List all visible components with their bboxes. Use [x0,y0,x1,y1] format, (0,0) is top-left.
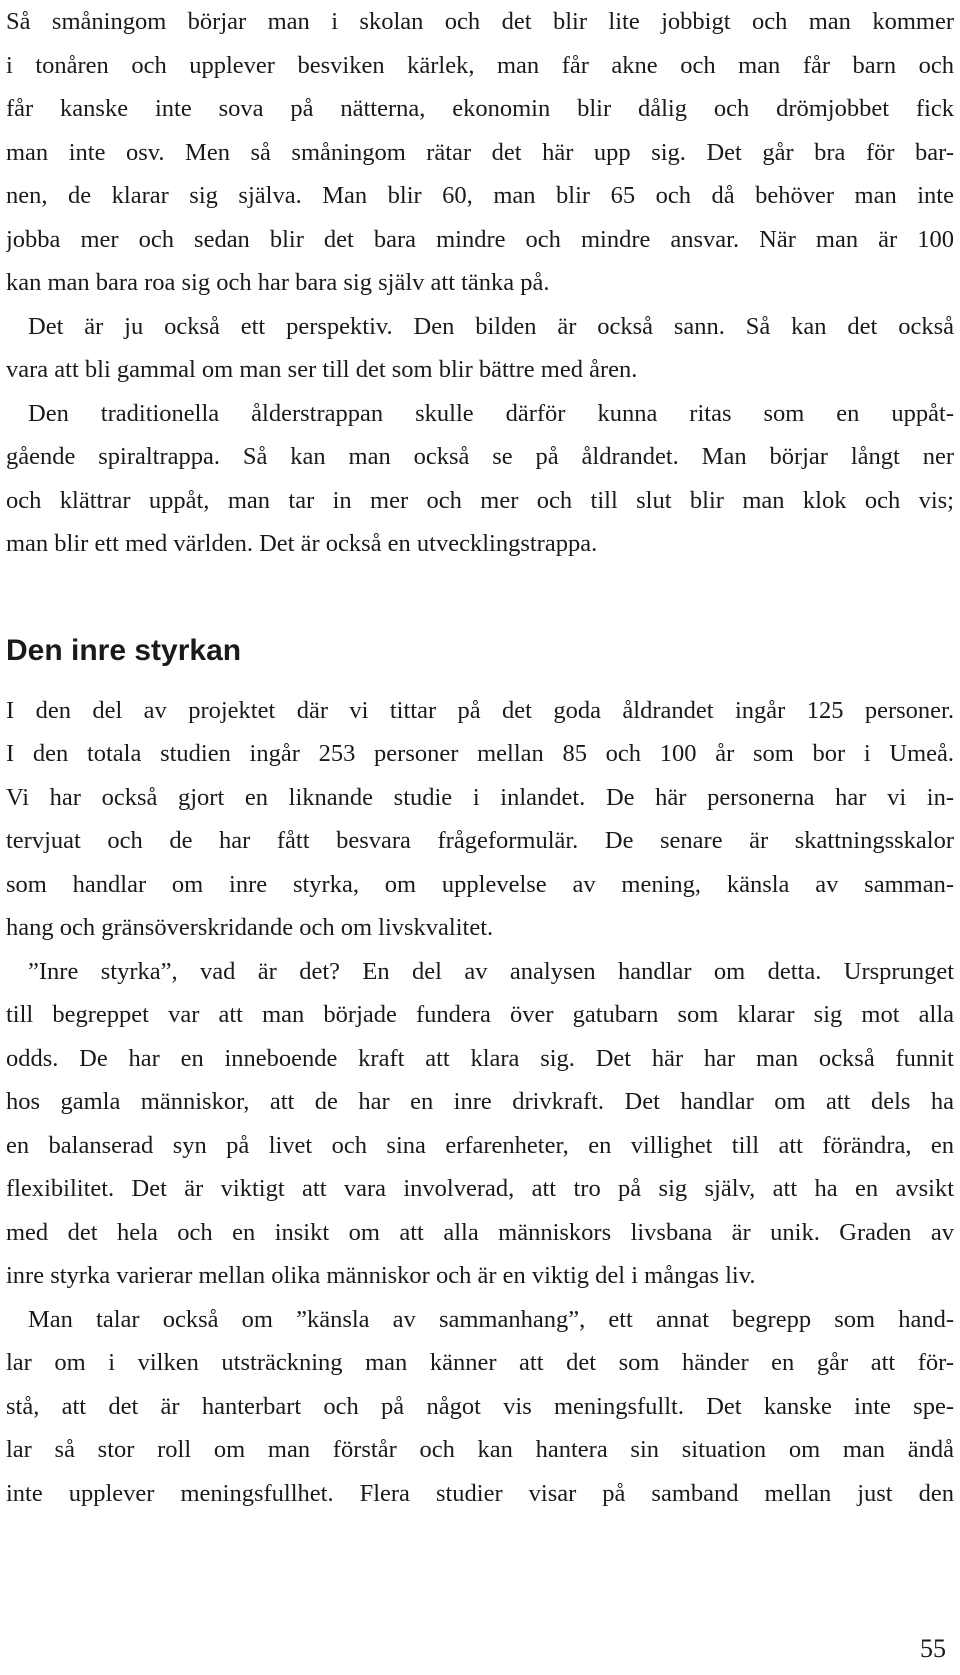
text-line: man inte osv. Men så småningom rätar det här upp sig. Det går bra för bar- [6,138,954,166]
text-line: hos gamla människor, att de har en inre drivkraft. Det handlar om att dels ha [6,1088,954,1115]
text-line: Den traditionella ålderstrappan skulle därför kunna ritas som en uppåt- [28,399,954,427]
text-line: inre styrka varierar mellan olika människor och är en viktig del i mångas liv. [6,1262,756,1289]
text-line: Så småningom börjar man i skolan och det blir lite jobbigt och man kommer [6,8,954,35]
text-line: kan man bara roa sig och har bara sig själv att tänka på. [6,269,550,296]
text-line: med det hela och en insikt om att alla människors livsbana är unik. Graden av [6,1218,954,1246]
text-line: gående spiraltrappa. Så kan man också se på åldrandet. Man börjar långt ner [6,443,954,470]
text-line: som handlar om inre styrka, om upplevelse av mening, känsla av samman- [6,870,954,898]
paragraph-block-inner-strength [6,689,954,1516]
text-line: Det är ju också ett perspektiv. Den bilden är också sann. Så kan det också [28,312,954,340]
text-line: får kanske inte sova på nätterna, ekonomin blir dålig och drömjobbet fick [6,95,954,122]
document-page [6,0,954,1515]
text-line: vara att bli gammal om man ser till det som blir bättre med åren. [6,356,638,383]
section-heading: Den inre styrkan [6,633,242,667]
page-number: 55 [920,1634,946,1663]
text-line: I den del av projektet där vi tittar på det goda åldrandet ingår 125 personer. [6,696,954,724]
text-line: till begreppet var att man började fundera över gatubarn som klarar sig mot alla [6,1001,954,1028]
text-line: lar så stor roll om man förstår och kan hantera sin situation om man ändå [6,1436,954,1463]
text-line: nen, de klarar sig själva. Man blir 60, man blir 65 och då behöver man inte [6,182,954,209]
paragraph-block-intro [6,0,954,566]
text-line: i tonåren och upplever besviken kärlek, man får akne och man får barn och [6,51,954,79]
text-line: hang och gränsöverskridande och om livskvalitet. [6,914,494,941]
text-line: I den totala studien ingår 253 personer mellan 85 och 100 år som bor i Umeå. [6,740,954,767]
text-line: ”Inre styrka”, vad är det? En del av analysen handlar om detta. Ursprunget [28,957,954,985]
text-line: inte upplever meningsfullhet. Flera studier visar på samband mellan just den [6,1479,954,1507]
text-line: tervjuat och de har fått besvara frågeformulär. De senare är skattningsskalor [6,827,954,854]
text-line: Vi har också gjort en liknande studie i inlandet. De här personerna har vi in- [6,783,954,811]
text-line: jobba mer och sedan blir det bara mindre och mindre ansvar. När man är 100 [6,225,954,253]
text-line: en balanserad syn på livet och sina erfarenheter, en villighet till att förändra, en [6,1131,954,1159]
text-line: stå, att det är hanterbart och på något vis meningsfullt. Det kanske inte spe- [6,1392,954,1420]
text-line: odds. De har en inneboende kraft att klara sig. Det här har man också funnit [6,1044,954,1072]
text-line: man blir ett med världen. Det är också en utvecklingstrappa. [6,530,598,557]
text-line: flexibilitet. Det är viktigt att vara involverad, att tro på sig själv, att ha en avsikt [6,1175,954,1202]
text-line: och klättrar uppåt, man tar in mer och mer och till slut blir man klok och vis; [6,486,954,514]
text-line: Man talar också om ”känsla av sammanhang”, ett annat begrepp som hand- [28,1305,954,1333]
text-line: lar om i vilken utsträckning man känner att det som händer en går att för- [6,1349,954,1376]
